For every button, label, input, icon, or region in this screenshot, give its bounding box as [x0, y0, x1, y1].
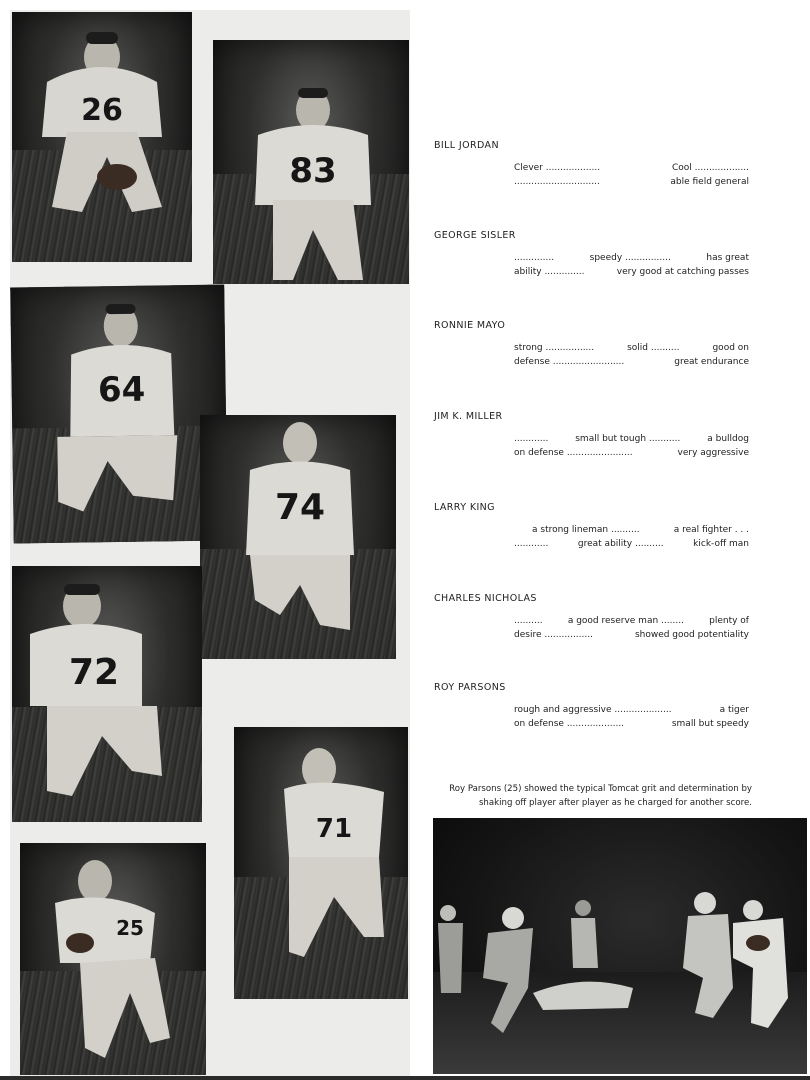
player-name: ROY PARSONS	[434, 682, 506, 693]
bio-line: rough and aggressive .................... a tiger	[514, 705, 749, 715]
photo-caption: Roy Parsons (25) showed the typical Tomcat grit and determination by shaking off player after player as he charged for another score.	[449, 784, 752, 808]
player-photo-26	[12, 12, 192, 262]
player-photo-72	[12, 566, 202, 822]
bio-line: on defense ....................... very aggressive	[514, 448, 749, 458]
player-name: RONNIE MAYO	[434, 320, 506, 331]
player-name: LARRY KING	[434, 502, 495, 513]
bio-line: desire ................. showed good potentiality	[514, 630, 749, 640]
player-photo-74	[200, 415, 396, 659]
bio-line: strong ................. solid .......... good on	[514, 343, 749, 353]
player-name: JIM K. MILLER	[434, 411, 503, 422]
bio-line: ability .............. very good at catching passes	[514, 267, 749, 277]
game-action-photo	[433, 818, 807, 1074]
bio-line: defense ......................... great endurance	[514, 357, 749, 367]
player-photo-64	[10, 285, 228, 544]
player-name: GEORGE SISLER	[434, 230, 516, 241]
bio-line: on defense .................... small but speedy	[514, 719, 749, 729]
jersey-number-26: 26	[81, 93, 123, 128]
jersey-number-64: 64	[97, 369, 146, 411]
bio-line: .......... a good reserve man ........ plenty of	[514, 616, 749, 626]
bio-line: .............. speedy ................ has great	[514, 253, 749, 263]
player-photo-71	[234, 727, 408, 999]
jersey-number-25: 25	[116, 916, 144, 940]
player-name: CHARLES NICHOLAS	[434, 593, 537, 604]
bio-line: Clever ................... Cool ...................	[514, 163, 749, 173]
page-bottom-edge	[0, 1076, 810, 1080]
jersey-number-71: 71	[315, 814, 353, 844]
jersey-number-72: 72	[68, 652, 120, 693]
bio-line: a strong lineman .......... a real fighter . . .	[532, 525, 749, 535]
bio-line: ............ great ability .......... kick-off man	[514, 539, 749, 549]
jersey-number-74: 74	[274, 487, 326, 528]
player-name: BILL JORDAN	[434, 140, 499, 151]
player-photo-25	[20, 843, 206, 1075]
player-photo-83	[213, 40, 409, 284]
bio-line: ............ small but tough ........... a bulldog	[514, 434, 749, 444]
jersey-number-83: 83	[289, 151, 337, 191]
bio-line: .............................. able field general	[514, 177, 749, 187]
